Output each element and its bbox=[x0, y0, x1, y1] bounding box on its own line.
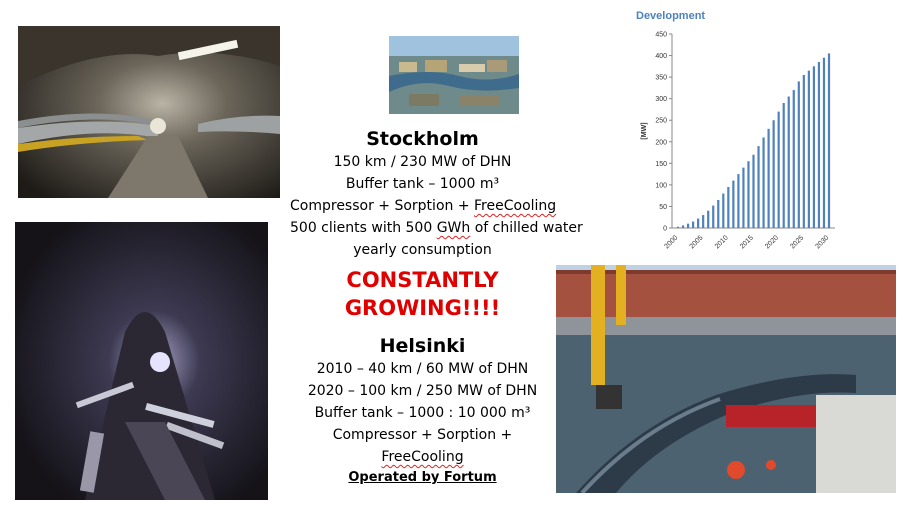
helsinki-2020-line: 2020 – 100 km / 250 MW of DHN bbox=[307, 383, 538, 399]
stockholm-freecooling-text: FreeCooling bbox=[474, 198, 557, 214]
bar bbox=[697, 219, 699, 228]
y-tick-label: 150 bbox=[655, 160, 667, 168]
helsinki-2010-line: 2010 – 40 km / 60 MW of DHN bbox=[316, 361, 529, 377]
bar bbox=[677, 227, 679, 228]
stockholm-tech-text: Compressor + Sorption + bbox=[290, 198, 475, 214]
bar bbox=[768, 129, 770, 228]
bar bbox=[747, 161, 749, 228]
bar bbox=[722, 194, 724, 228]
x-tick-label: 2000 bbox=[663, 234, 680, 251]
bar bbox=[742, 168, 744, 228]
bar bbox=[727, 187, 729, 228]
stockholm-clients-text: 500 clients with 500 bbox=[290, 220, 437, 236]
helsinki-tech-line: Compressor + Sorption + bbox=[332, 427, 513, 443]
bar bbox=[828, 53, 830, 228]
stockholm-dhn-line: 150 km / 230 MW of DHN bbox=[333, 154, 512, 170]
y-tick-label: 300 bbox=[655, 96, 667, 104]
x-tick-label: 2010 bbox=[713, 234, 730, 251]
x-tick-label: 2005 bbox=[688, 234, 705, 251]
bar bbox=[773, 120, 775, 228]
bar bbox=[788, 97, 790, 228]
y-tick-label: 0 bbox=[663, 225, 667, 233]
bar bbox=[702, 215, 704, 228]
bar bbox=[783, 103, 785, 228]
bar bbox=[823, 58, 825, 228]
helsinki-freecooling-line: FreeCooling bbox=[381, 449, 464, 465]
bar bbox=[808, 71, 810, 228]
development-chart bbox=[630, 8, 845, 253]
x-tick-label: 2030 bbox=[814, 234, 831, 251]
y-tick-label: 200 bbox=[655, 139, 667, 147]
stockholm-aerial-photo bbox=[389, 36, 519, 114]
y-tick-label: 250 bbox=[655, 117, 667, 125]
stockholm-clients-line bbox=[290, 217, 583, 239]
y-tick-label: 400 bbox=[655, 53, 667, 61]
operated-by-fortum: Operated by Fortum bbox=[348, 470, 497, 485]
bar bbox=[778, 112, 780, 228]
stockholm-gwh-text: GWh bbox=[436, 220, 471, 236]
helsinki-block bbox=[290, 334, 555, 488]
bar bbox=[712, 206, 714, 228]
rock-tunnel-photo bbox=[15, 222, 268, 500]
bar bbox=[737, 174, 739, 228]
helsinki-buffer-line: Buffer tank – 1000 : 10 000 m³ bbox=[314, 405, 531, 421]
stockholm-yearly-line: yearly consumption bbox=[353, 242, 492, 258]
bar bbox=[803, 75, 805, 228]
growing-line-1: CONSTANTLY bbox=[346, 268, 499, 292]
y-tick-label: 50 bbox=[659, 203, 667, 211]
harbour-pipe-photo bbox=[556, 265, 896, 493]
tunnel-with-pipes-photo bbox=[18, 26, 280, 198]
bar bbox=[793, 90, 795, 228]
bar bbox=[818, 62, 820, 228]
bar bbox=[717, 200, 719, 228]
bar bbox=[687, 224, 689, 228]
bar bbox=[762, 137, 764, 228]
bar bbox=[752, 155, 754, 228]
bar bbox=[707, 211, 709, 228]
stockholm-buffer-line: Buffer tank – 1000 m³ bbox=[345, 176, 500, 192]
x-tick-label: 2015 bbox=[738, 234, 755, 251]
stockholm-block bbox=[290, 127, 583, 261]
stockholm-tech-line bbox=[290, 195, 555, 217]
y-axis-label: [MW] bbox=[641, 122, 648, 140]
growing-line-2: GROWING!!!! bbox=[344, 296, 501, 320]
chart-title: Development bbox=[636, 10, 706, 22]
stockholm-title: Stockholm bbox=[366, 128, 479, 150]
y-tick-label: 450 bbox=[655, 31, 667, 39]
x-tick-label: 2020 bbox=[764, 234, 781, 251]
stockholm-chilled-text: of chilled water bbox=[470, 220, 583, 236]
bar bbox=[798, 81, 800, 228]
y-tick-label: 350 bbox=[655, 74, 667, 82]
x-tick-label: 2025 bbox=[789, 234, 806, 251]
bar bbox=[732, 181, 734, 228]
development-chart-svg bbox=[630, 8, 845, 253]
helsinki-title: Helsinki bbox=[379, 335, 466, 357]
bar bbox=[813, 66, 815, 228]
bar bbox=[682, 225, 684, 228]
bar bbox=[692, 222, 694, 228]
y-tick-label: 100 bbox=[655, 182, 667, 190]
bar bbox=[757, 146, 759, 228]
constantly-growing-heading bbox=[300, 266, 545, 322]
